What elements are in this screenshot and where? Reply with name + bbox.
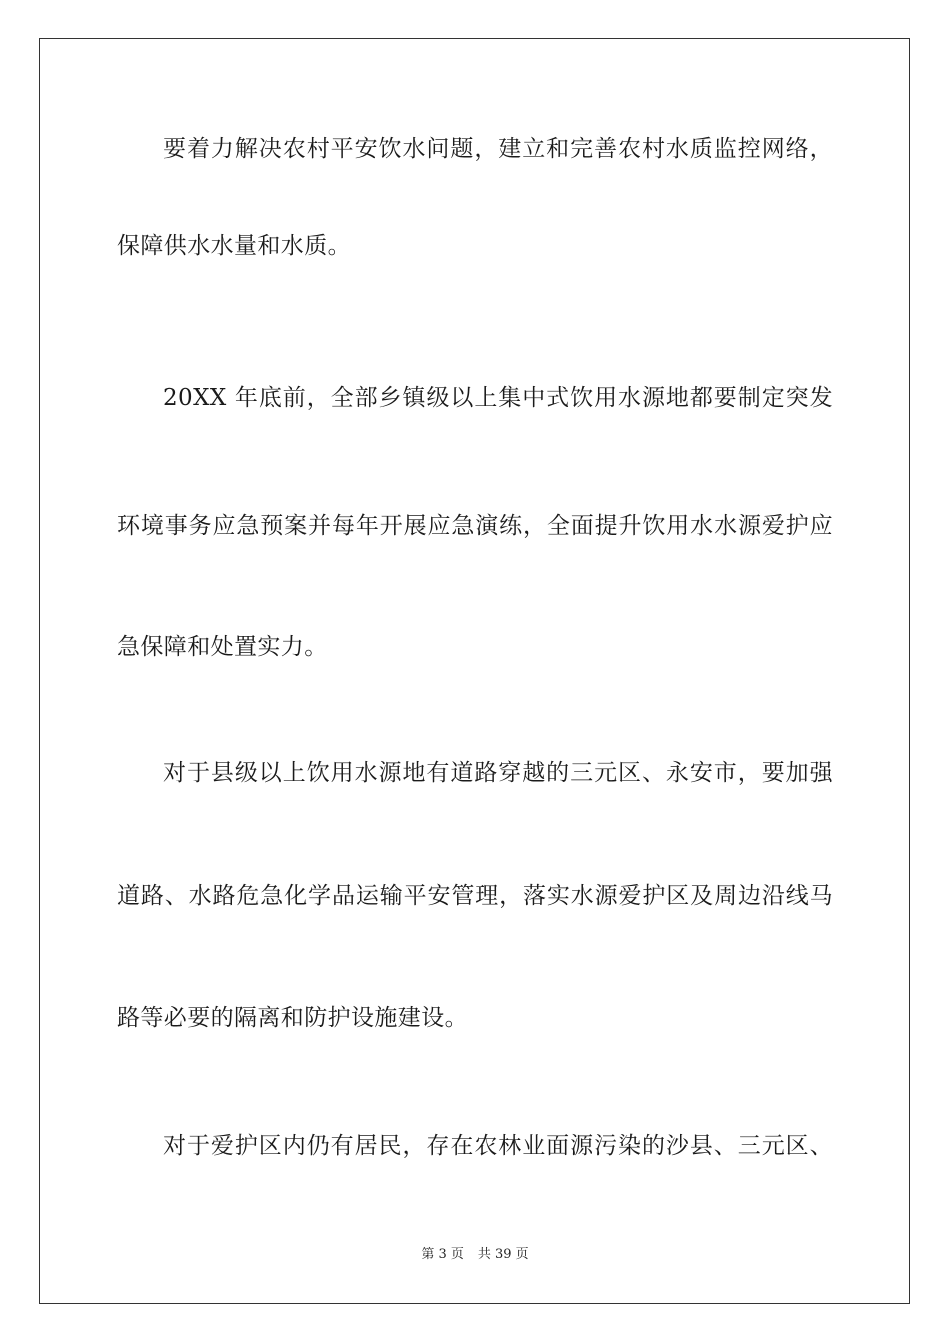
page-total: 共 39 页: [477, 1247, 529, 1262]
paragraph-2-line-3: 急保障和处置实力。: [117, 634, 328, 660]
paragraph-3-line-2: 道路、水路危急化学品运输平安管理，落实水源爱护区及周边沿线马: [117, 883, 833, 909]
paragraph-2-line-2: 环境事务应急预案并每年开展应急演练，全面提升饮用水水源爱护应: [117, 513, 833, 539]
paragraph-3-line-3: 路等必要的隔离和防护设施建设。: [117, 1005, 468, 1031]
page-number: 第 3 页: [421, 1247, 464, 1262]
paragraph-4-line-1: 对于爱护区内仍有居民，存在农林业面源污染的沙县、三元区、: [163, 1133, 833, 1159]
paragraph-2-line-1: 20XX 年底前，全部乡镇级以上集中式饮用水源地都要制定突发: [163, 385, 833, 411]
paragraph-3-line-1: 对于县级以上饮用水源地有道路穿越的三元区、永安市，要加强: [163, 760, 833, 786]
page-footer: [0, 1246, 950, 1264]
paragraph-1-line-1: 要着力解决农村平安饮水问题，建立和完善农村水质监控网络，: [163, 136, 833, 162]
paragraph-1-line-2: 保障供水水量和水质。: [117, 233, 351, 259]
